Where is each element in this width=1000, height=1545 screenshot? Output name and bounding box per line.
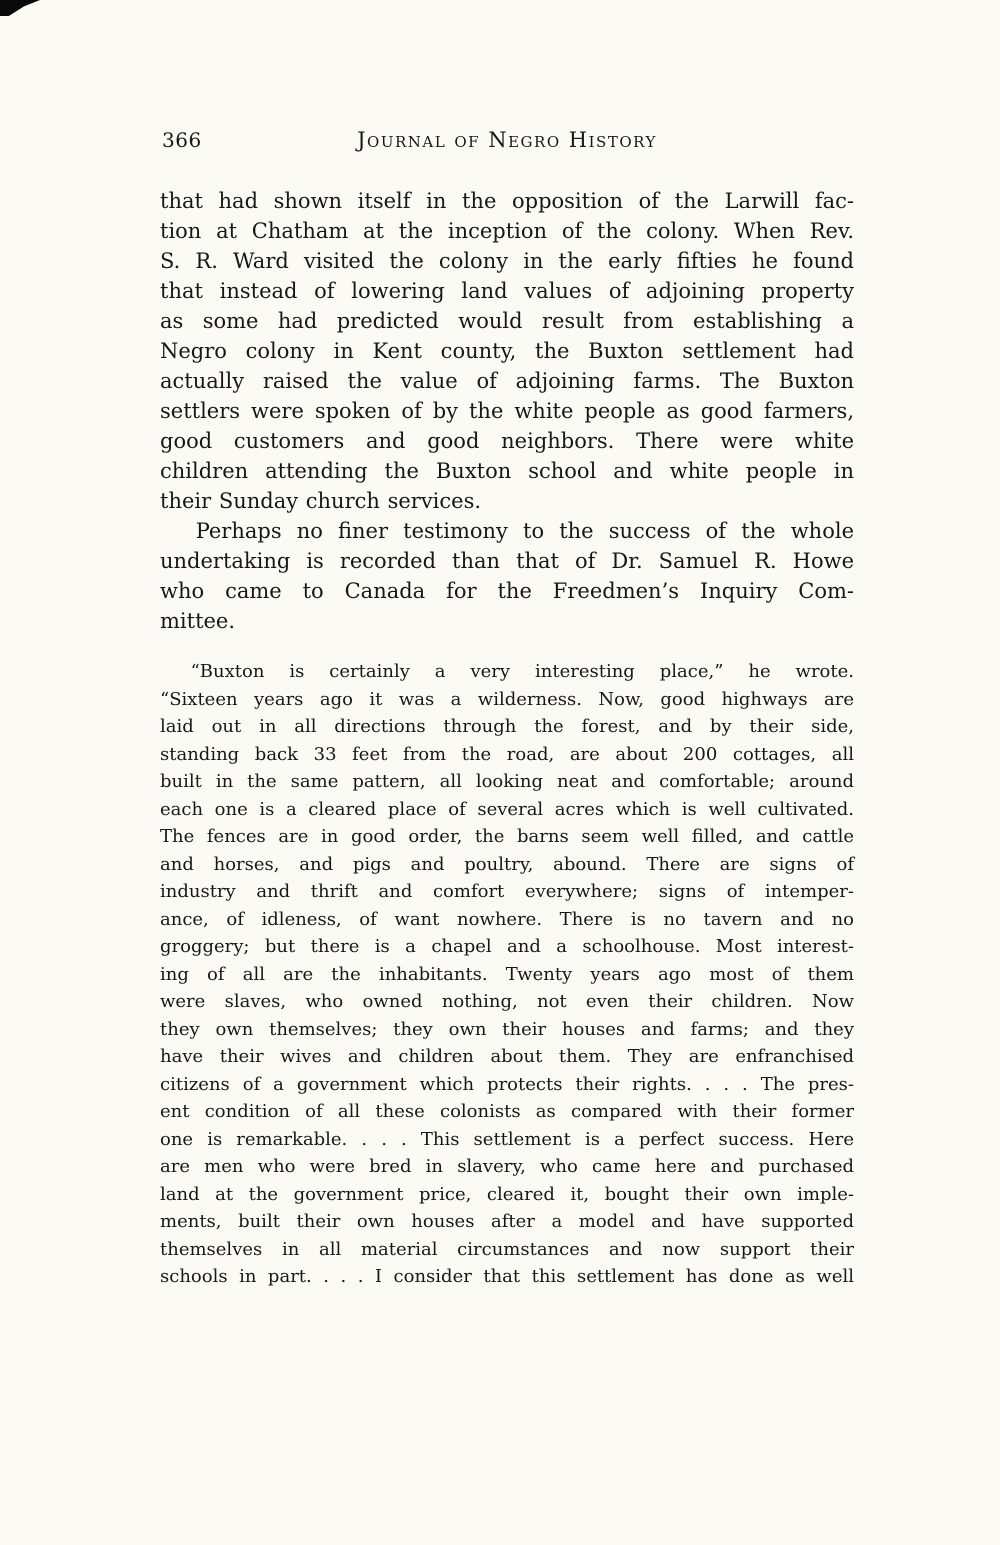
text-line: ance, of idleness, of want nowhere. There is no tavern and no — [160, 908, 854, 930]
text-line: are men who were bred in slavery, who came here and purchased — [160, 1156, 854, 1177]
text-line: ments, built their own houses after a model and have supported — [160, 1211, 854, 1232]
text-line: “Sixteen years ago it was a wilderness. Now, good highways are — [160, 688, 854, 710]
text-line: were slaves, who owned nothing, not even their children. Now — [160, 991, 854, 1012]
text-line: who came to Canada for the Freedmen’s Inquiry Com- — [160, 579, 854, 603]
text-line: as some had predicted would result from establishing a — [160, 309, 854, 333]
text-line: groggery; but there is a chapel and a schoolhouse. Most interest- — [160, 936, 854, 957]
page-content — [160, 128, 854, 1291]
text-line: and horses, and pigs and poultry, abound. There are signs of — [160, 853, 854, 875]
text-line: each one is a cleared place of several acres which is well cultivated. — [160, 798, 854, 820]
page-header — [160, 128, 854, 158]
page-number: 366 — [162, 128, 202, 152]
text-line: standing back 33 feet from the road, are about 200 cottages, all — [160, 743, 854, 765]
text-line: industry and thrift and comfort everywhere; signs of intemper- — [160, 881, 854, 902]
paragraph-1 — [160, 186, 854, 516]
text-line: ing of all are the inhabitants. Twenty years ago most of them — [160, 963, 854, 985]
text-line: that instead of lowering land values of adjoining property — [160, 279, 854, 303]
text-line: citizens of a government which protects their rights. . . . The pres- — [160, 1073, 854, 1095]
text-line: Negro colony in Kent county, the Buxton settlement had — [160, 339, 854, 363]
text-line: one is remarkable. . . . This settlement is a perfect success. Here — [160, 1128, 854, 1150]
text-line: “Buxton is certainly a very interesting place,” he wrote. — [190, 661, 854, 682]
scan-artifact — [0, 0, 40, 16]
text-line: undertaking is recorded than that of Dr. Samuel R. Howe — [160, 549, 854, 573]
text-line: that had shown itself in the opposition of the Larwill fac- — [160, 189, 854, 213]
text-line: actually raised the value of adjoining farms. The Buxton — [160, 369, 854, 393]
text-line: Perhaps no finer testimony to the success of the whole — [195, 519, 854, 543]
text-line: good customers and good neighbors. There were white — [160, 429, 854, 453]
text-line: land at the government price, cleared it, bought their own imple- — [160, 1183, 854, 1205]
text-line: S. R. Ward visited the colony in the early fifties he found — [160, 249, 854, 273]
text-line: laid out in all directions through the forest, and by their side, — [160, 716, 854, 737]
text-line: their Sunday church services. — [160, 489, 482, 513]
text-line: they own themselves; they own their houses and farms; and they — [160, 1018, 854, 1040]
text-line: tion at Chatham at the inception of the colony. When Rev. — [160, 219, 854, 243]
text-line: built in the same pattern, all looking neat and comfortable; around — [160, 771, 854, 792]
text-line: The fences are in good order, the barns seem well filled, and cattle — [160, 826, 854, 847]
text-line: ent condition of all these colonists as compared with their former — [160, 1101, 854, 1122]
text-line: schools in part. . . . I consider that this settlement has done as well — [160, 1266, 854, 1287]
text-line: mittee. — [160, 609, 236, 633]
text-line: settlers were spoken of by the white people as good farmers, — [160, 399, 854, 423]
journal-title: Journal of Negro History — [357, 128, 657, 152]
text-line: themselves in all material circumstances and now support their — [160, 1238, 854, 1260]
block-quote — [160, 658, 854, 1291]
text-line: children attending the Buxton school and white people in — [160, 459, 854, 483]
paragraph-2 — [160, 516, 854, 636]
text-line: have their wives and children about them. They are enfranchised — [160, 1046, 854, 1067]
page-body — [160, 186, 854, 1291]
